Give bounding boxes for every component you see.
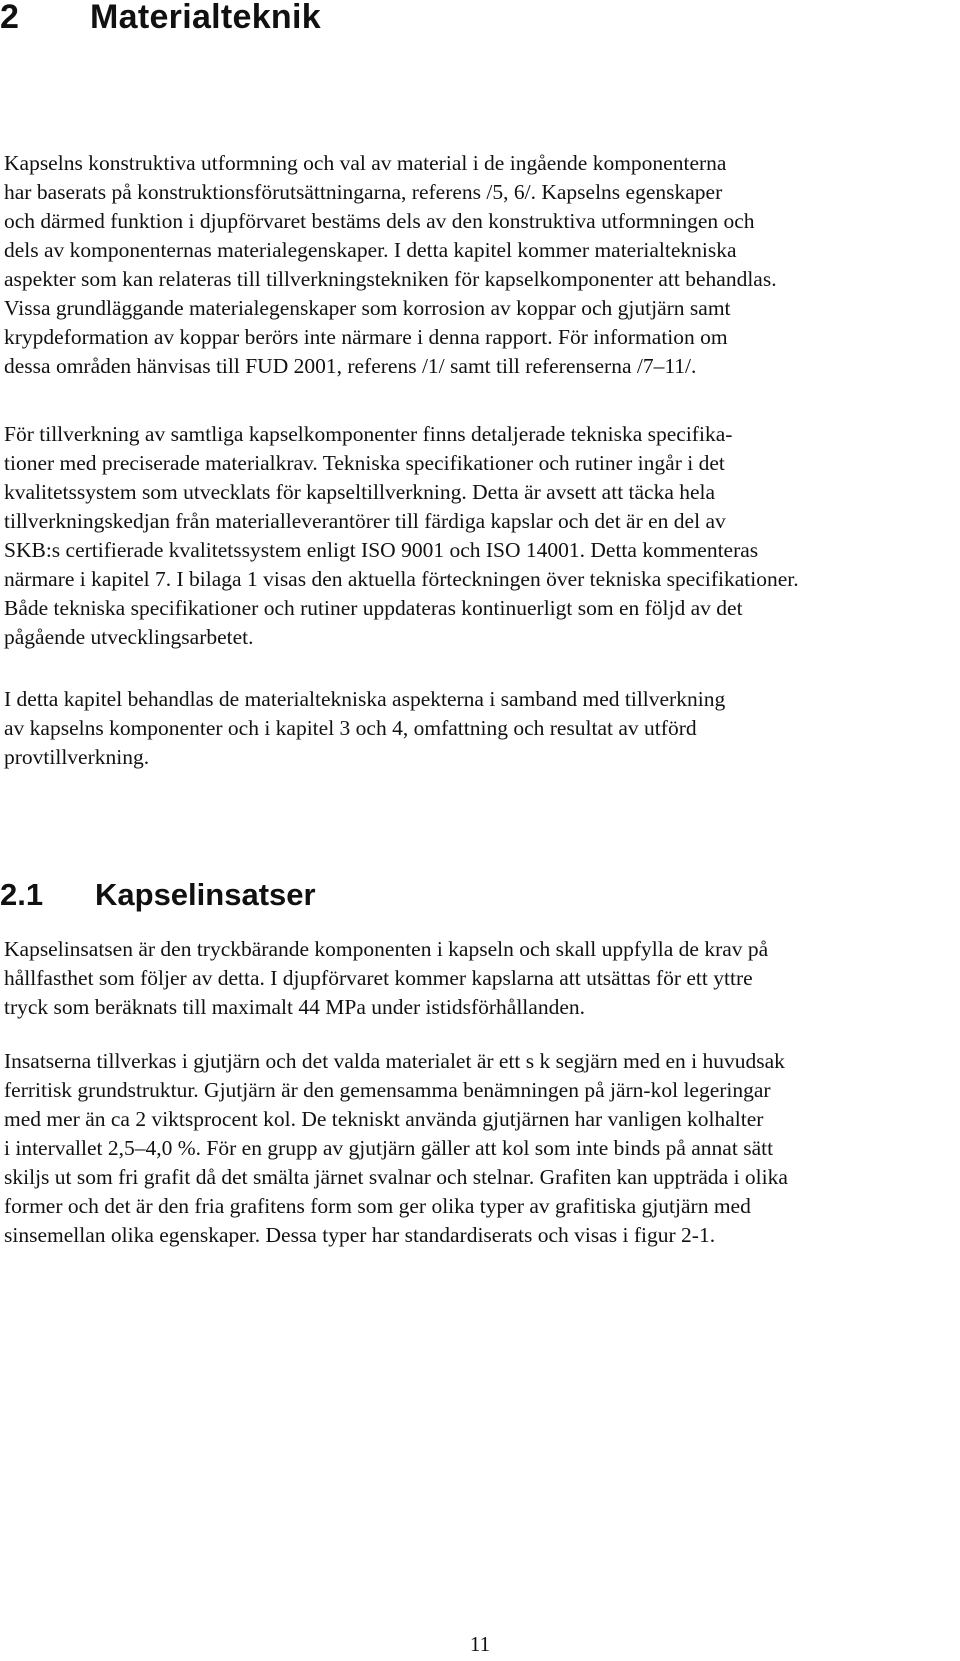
text-line: I detta kapitel behandlas de materialtekniska aspekterna i samband med tillverkning [4, 687, 726, 711]
text-line: dessa områden hänvisas till FUD 2001, referens /1/ samt till referenserna /7–11/. [4, 354, 697, 378]
text-line: och därmed funktion i djupförvaret bestäms dels av den konstruktiva utformningen och [4, 209, 755, 233]
text-line: hållfasthet som följer av detta. I djupförvaret kommer kapslarna att utsättas för ett yttre [4, 966, 753, 990]
text-line: provtillverkning. [4, 745, 150, 769]
text-line: sinsemellan olika egenskaper. Dessa typer har standardiserats och visas i figur 2-1. [4, 1223, 716, 1247]
text-line: tillverkningskedjan från materialleverantörer till färdiga kapslar och det är en del av [4, 509, 726, 533]
text-line: av kapselns komponenter och i kapitel 3 och 4, omfattning och resultat av utförd [4, 716, 697, 740]
section-heading [0, 877, 316, 913]
text-line: Insatserna tillverkas i gjutjärn och det valda materialet är ett s k segjärn med en i huvudsak [4, 1049, 785, 1073]
text-line: Både tekniska specifikationer och rutiner uppdateras kontinuerligt som en följd av det [4, 596, 743, 620]
text-line: aspekter som kan relateras till tillverkningstekniken för kapselkomponenter att behandlas. [4, 267, 777, 291]
section-title: Kapselinsatser [95, 877, 316, 912]
chapter-title: Materialteknik [90, 0, 321, 36]
text-line: För tillverkning av samtliga kapselkomponenter finns detaljerade tekniska specifika- [4, 422, 733, 446]
text-line: SKB:s certifierade kvalitetssystem enligt ISO 9001 och ISO 14001. Detta kommenteras [4, 538, 759, 562]
text-line: tryck som beräknats till maximalt 44 MPa under istidsförhållanden. [4, 995, 585, 1019]
text-line: Kapselinsatsen är den tryckbärande komponenten i kapseln och skall uppfylla de krav på [4, 937, 769, 961]
text-line: närmare i kapitel 7. I bilaga 1 visas den aktuella förteckningen över tekniska specifikationer. [4, 567, 799, 591]
section-number: 2.1 [0, 877, 44, 912]
text-line: dels av komponenternas materialegenskaper. I detta kapitel kommer materialtekniska [4, 238, 737, 262]
page-number: 11 [469, 1632, 491, 1656]
section-paragraph-2 [4, 1047, 788, 1250]
chapter-heading [0, 0, 321, 37]
text-line: har baserats på konstruktionsförutsättningarna, referens /5, 6/. Kapselns egenskaper [4, 180, 723, 204]
text-line: krypdeformation av koppar berörs inte närmare i denna rapport. För information om [4, 325, 728, 349]
text-line: med mer än ca 2 viktsprocent kol. De tekniskt använda gjutjärnen har vanligen kolhalter [4, 1107, 764, 1131]
text-line: skiljs ut som fri grafit då det smälta järnet svalnar och stelnar. Grafiten kan uppträda i olika [4, 1165, 788, 1189]
text-line: Vissa grundläggande materialegenskaper som korrosion av koppar och gjutjärn samt [4, 296, 731, 320]
text-line: Kapselns konstruktiva utformning och val av material i de ingående komponenterna [4, 151, 727, 175]
text-line: tioner med preciserade materialkrav. Tekniska specifikationer och rutiner ingår i det [4, 451, 725, 475]
intro-paragraph-3 [4, 685, 725, 772]
text-line: pågående utvecklingsarbetet. [4, 625, 254, 649]
text-line: ferritisk grundstruktur. Gjutjärn är den gemensamma benämningen på järn-kol legeringar [4, 1078, 771, 1102]
text-line: former och det är den fria grafitens form som ger olika typer av grafitiska gjutjärn med [4, 1194, 751, 1218]
chapter-number: 2 [0, 0, 20, 36]
intro-paragraph-1 [4, 149, 777, 381]
intro-paragraph-2 [4, 420, 799, 652]
section-paragraph-1 [4, 935, 768, 1022]
text-line: i intervallet 2,5–4,0 %. För en grupp av gjutjärn gäller att kol som inte binds på annat sätt [4, 1136, 774, 1160]
text-line: kvalitetssystem som utvecklats för kapseltillverkning. Detta är avsett att täcka hela [4, 480, 716, 504]
